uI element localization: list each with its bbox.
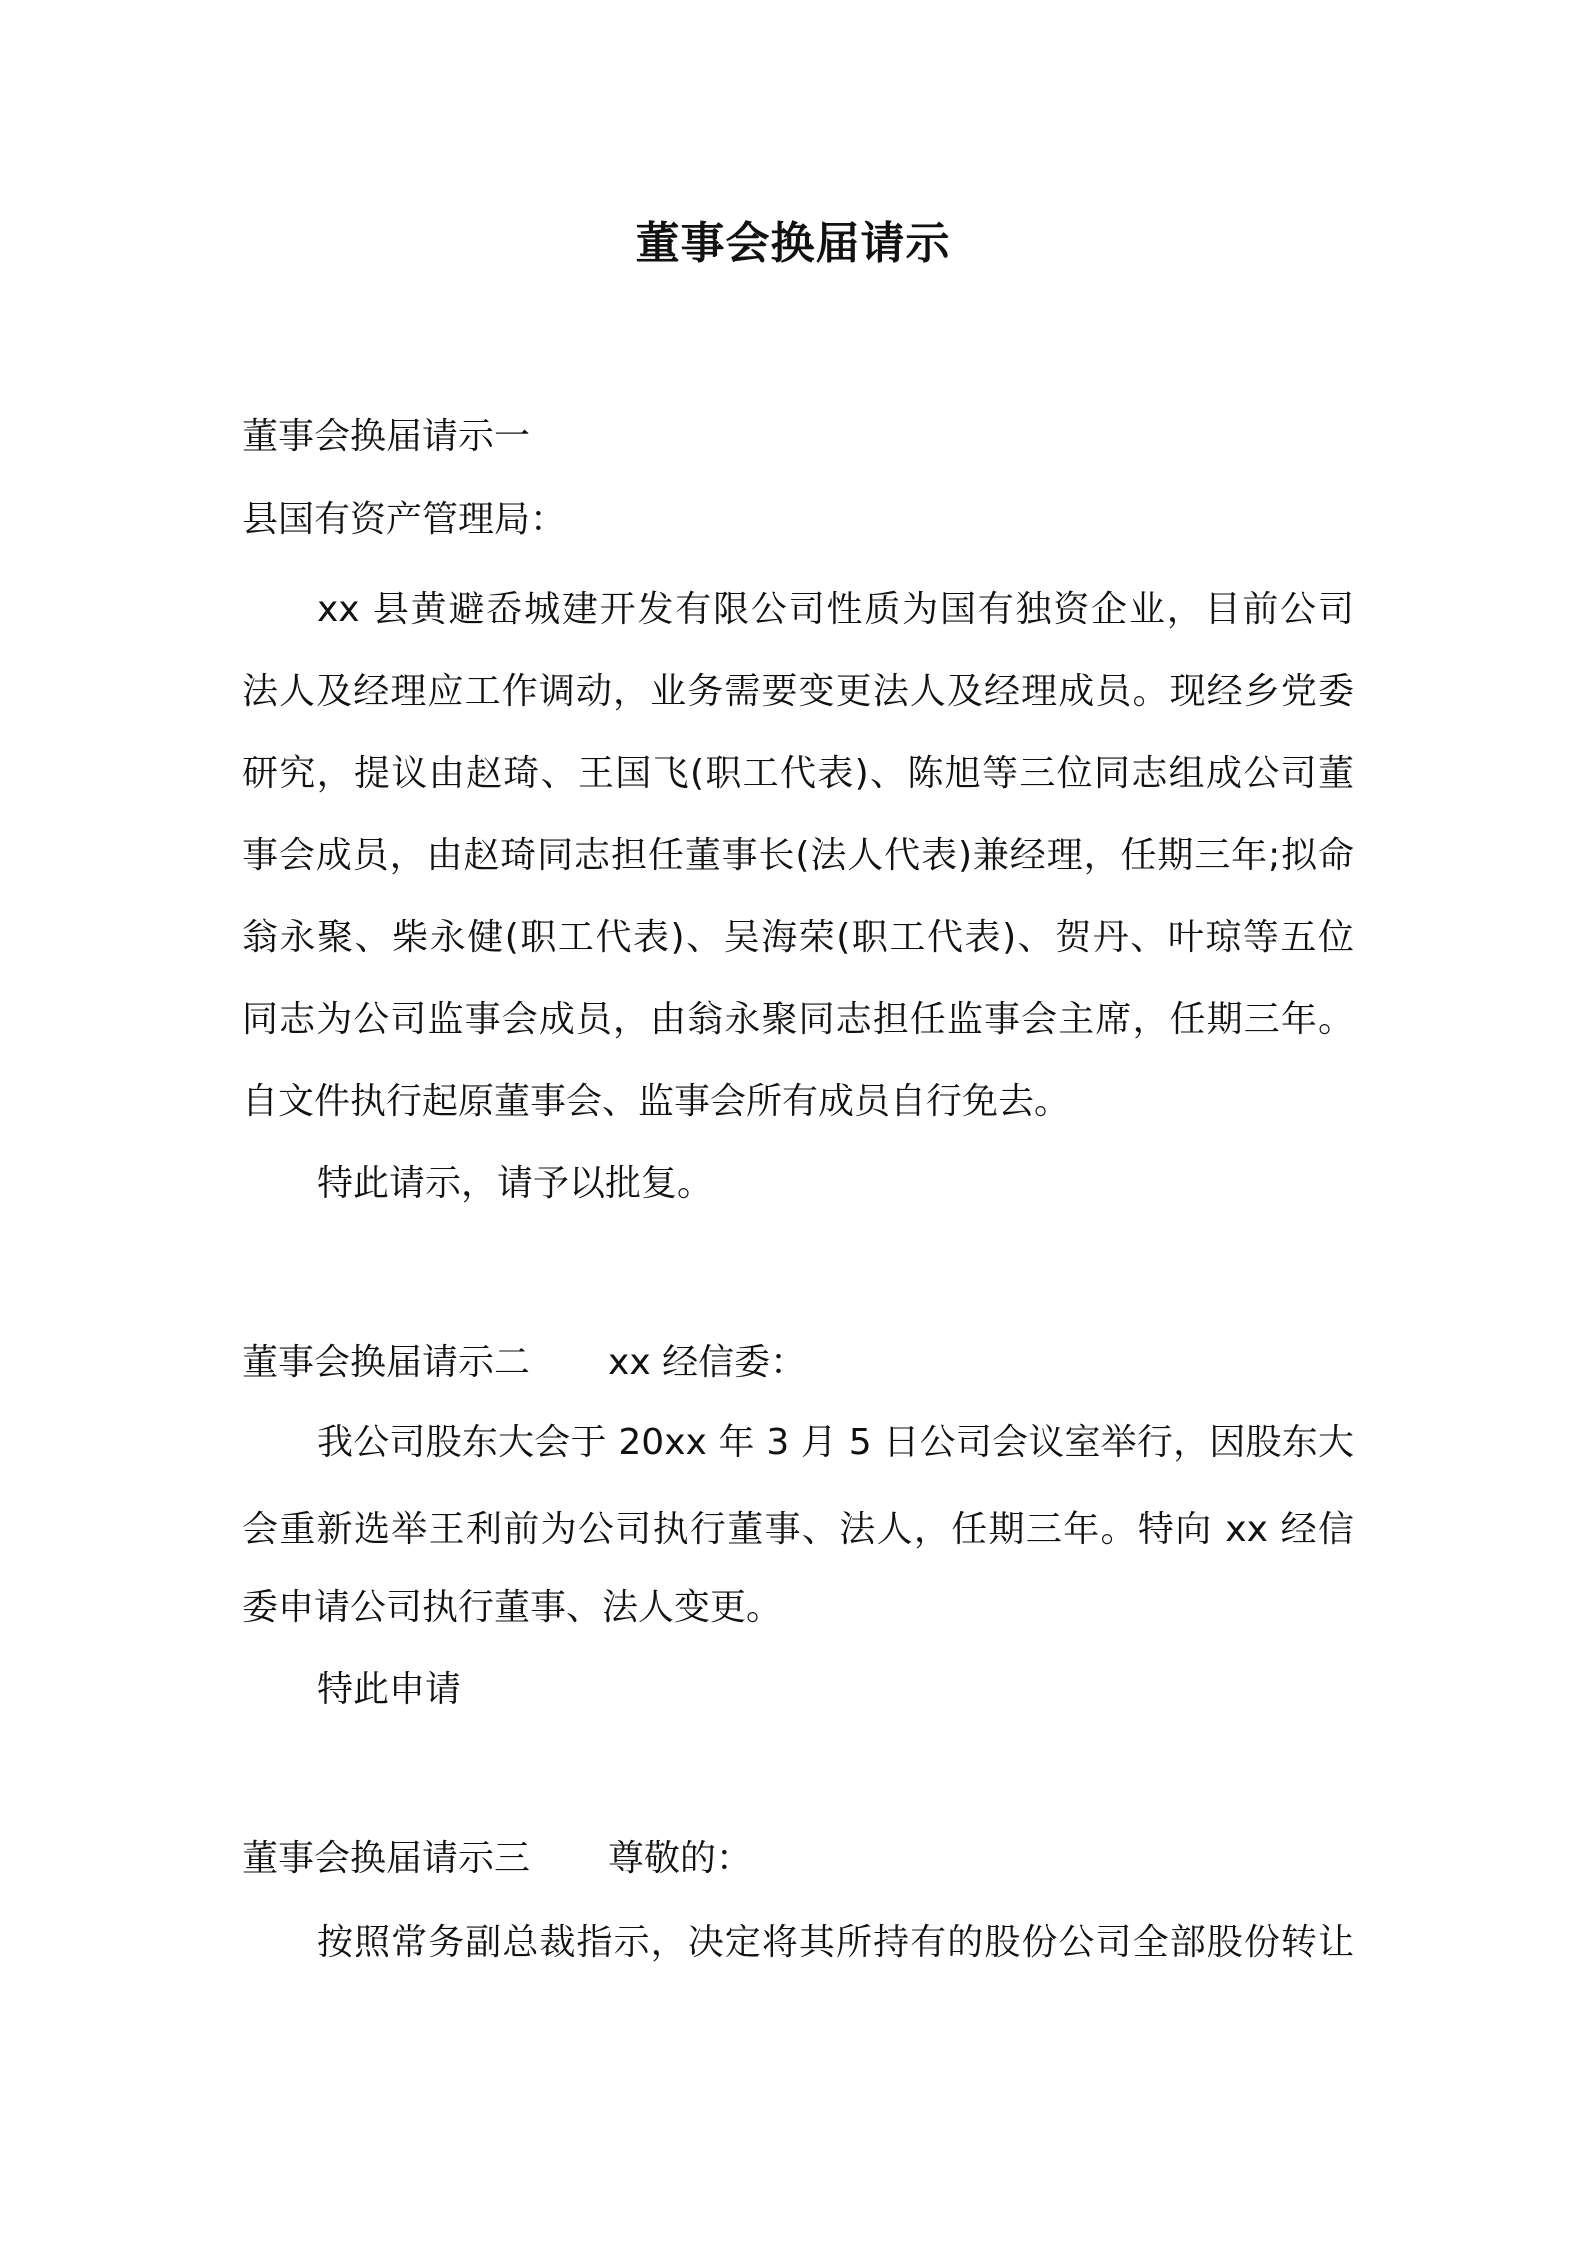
section2-body-line: 我公司股东大会于 20xx 年 3 月 5 日公司会议室举行，因股东大 [317, 1422, 1354, 1463]
section2-addressee: xx 经信委： [608, 1342, 807, 1383]
section1-body-line: 法人及经理应工作调动，业务需要变更法人及经理成员。现经乡党委 [242, 671, 1354, 712]
section1-addressee: 县国有资产管理局： [242, 499, 567, 540]
section1-body-line: 翁永聚、柴永健(职工代表)、吴海荣(职工代表)、贺丹、叶琼等五位 [242, 917, 1354, 958]
section1-body-line: 研究，提议由赵琦、王国飞(职工代表)、陈旭等三位同志组成公司董 [242, 753, 1354, 794]
section3-body-line: 按照常务副总裁指示，决定将其所持有的股份公司全部股份转让 [317, 1922, 1354, 1963]
section2-heading-row [242, 1338, 806, 1388]
section1-closing: 特此请示，请予以批复。 [317, 1163, 714, 1204]
document-title: 董事会换届请示 [635, 218, 951, 269]
section2-body-line: 委申请公司执行董事、法人变更。 [242, 1587, 783, 1628]
section3-heading-row [242, 1834, 752, 1884]
section1-body-line: 同志为公司监事会成员，由翁永聚同志担任监事会主席，任期三年。 [242, 999, 1354, 1040]
section2-closing: 特此申请 [317, 1669, 462, 1710]
section2-heading: 董事会换届请示二 [242, 1342, 531, 1383]
section1-body-line: xx 县黄避岙城建开发有限公司性质为国有独资企业，目前公司 [317, 589, 1354, 630]
section3-heading: 董事会换届请示三 [242, 1838, 531, 1879]
section1-body-line: 自文件执行起原董事会、监事会所有成员自行免去。 [242, 1081, 1071, 1122]
section3-addressee: 尊敬的： [608, 1838, 753, 1879]
section1-body-line: 事会成员，由赵琦同志担任董事长(法人代表)兼经理，任期三年;拟命 [242, 835, 1354, 876]
section2-body-line: 会重新选举王利前为公司执行董事、法人，任期三年。特向 xx 经信 [242, 1509, 1354, 1550]
section1-heading: 董事会换届请示一 [242, 416, 531, 457]
